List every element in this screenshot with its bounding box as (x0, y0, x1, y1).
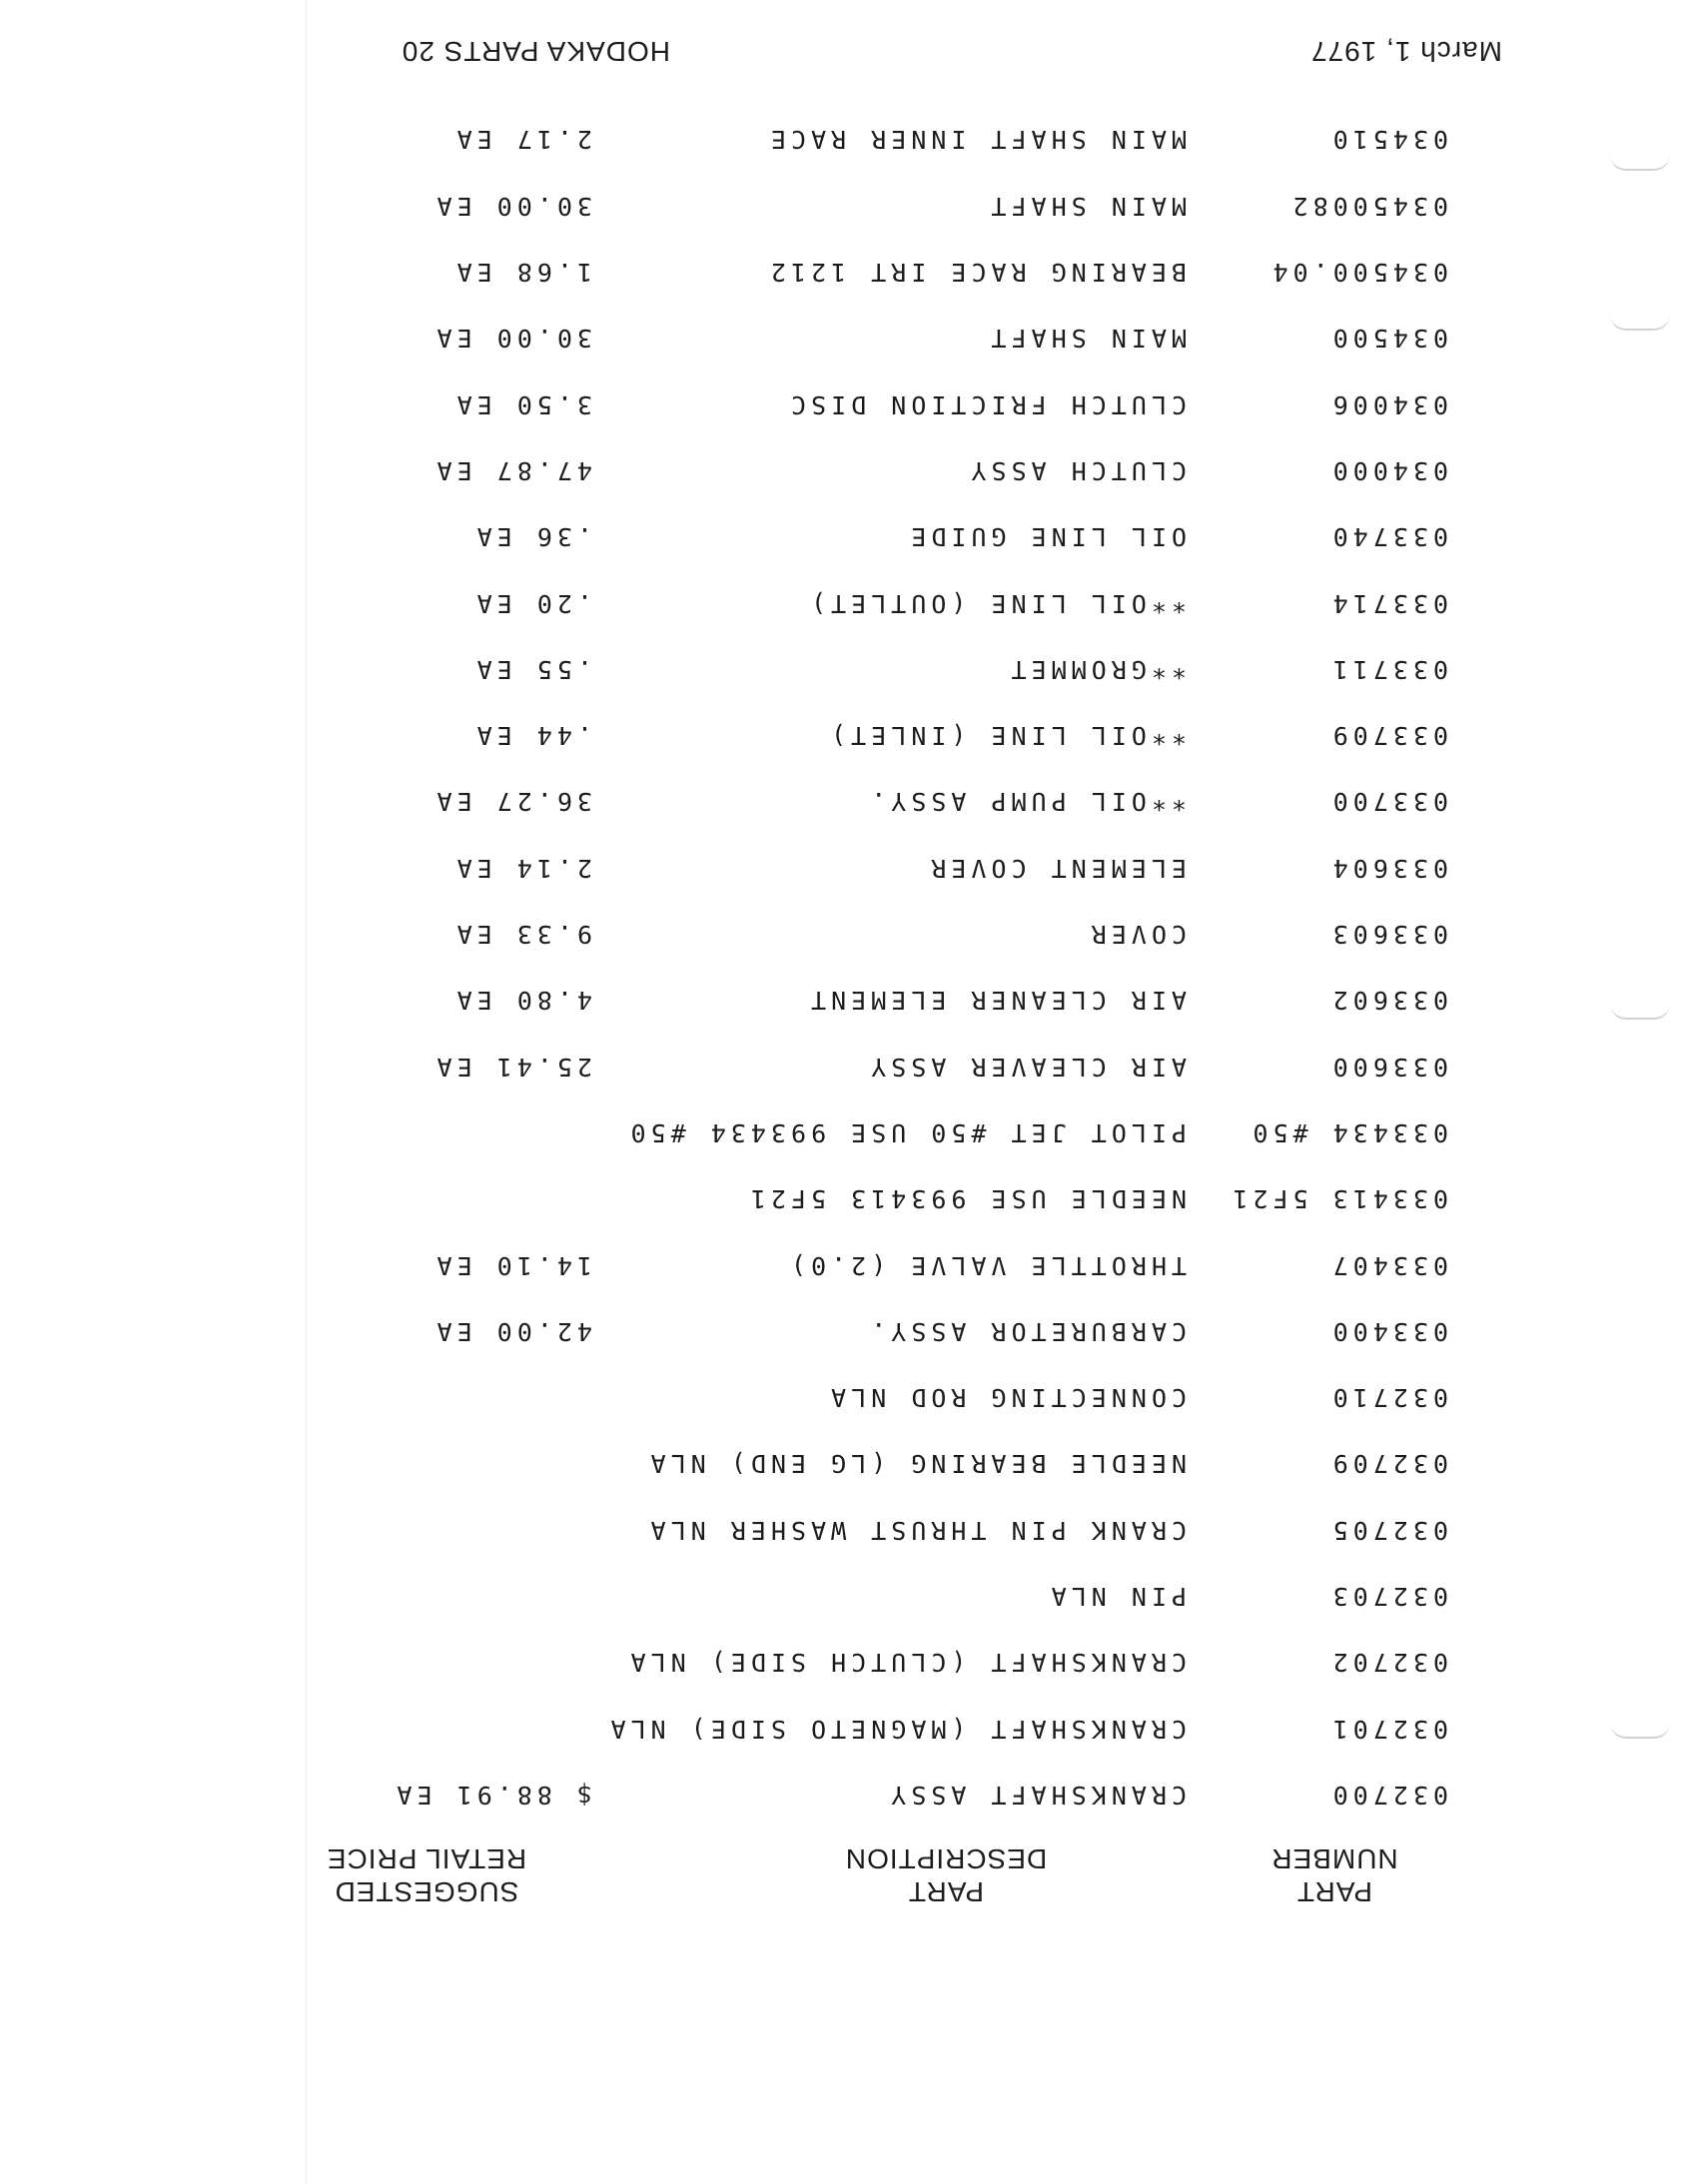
part-number-cell: 032710 (1327, 1383, 1448, 1413)
table-row (0, 1179, 1685, 1213)
price-cell: .44 EA (471, 721, 592, 751)
part-number-cell: 033600 (1327, 1052, 1448, 1082)
table-row (0, 1445, 1685, 1479)
table-row (0, 716, 1685, 750)
description-cell: **OIL LINE (OUTLET) (806, 588, 1187, 618)
table-row (0, 584, 1685, 618)
price-cell: 25.41 EA (431, 1052, 592, 1082)
description-cell: BEARING RACE IRT 1212 (765, 258, 1187, 288)
table-row (0, 1246, 1685, 1280)
table-row (0, 385, 1685, 419)
table-row (0, 187, 1685, 221)
description-cell: THROTTLE VALVE (2.0) (785, 1250, 1187, 1280)
price-cell: .20 EA (471, 588, 592, 618)
table-row (0, 517, 1685, 551)
column-header-price (297, 1842, 556, 1908)
page-date: March 1, 1977 (1310, 36, 1502, 67)
column-header-description (826, 1842, 1066, 1908)
price-cell: 2.17 EA (451, 125, 592, 155)
description-cell: CRANKSHAFT ASSY (886, 1781, 1187, 1810)
column-header-description-line1: PART (907, 1876, 985, 1907)
part-number-cell: 03450082 (1287, 191, 1448, 221)
column-header-price-line2: RETAIL PRICE (326, 1843, 527, 1874)
column-header-part-number-line2: NUMBER (1270, 1843, 1398, 1874)
description-cell: CRANKSHAFT (MAGNETO SIDE) NLA (605, 1714, 1187, 1744)
description-cell: PIN NLA (1046, 1582, 1187, 1612)
table-row (0, 650, 1685, 684)
description-cell: PILOT JET #50 USE 993434 #50 (625, 1118, 1187, 1147)
part-number-cell: 032701 (1327, 1714, 1448, 1744)
table-row (0, 1776, 1685, 1810)
table-row (0, 1113, 1685, 1147)
part-number-cell: 032700 (1327, 1781, 1448, 1810)
description-cell: **OIL LINE (INLET) (826, 721, 1187, 751)
description-cell: MAIN SHAFT INNER RACE (765, 125, 1187, 155)
column-header-part-number-line1: PART (1295, 1876, 1373, 1907)
part-number-cell: 032709 (1327, 1449, 1448, 1479)
description-cell: MAIN SHAFT (986, 191, 1187, 221)
table-row (0, 981, 1685, 1015)
description-cell: OIL LINE GUIDE (906, 522, 1187, 552)
table-row (0, 1048, 1685, 1082)
part-number-cell: 033709 (1327, 721, 1448, 751)
part-number-cell: 034000 (1327, 456, 1448, 485)
description-cell: CLUTCH ASSY (966, 456, 1187, 485)
description-cell: MAIN SHAFT (986, 324, 1187, 354)
description-cell: NEEDLE BEARING (LG END) NLA (645, 1449, 1187, 1479)
part-number-cell: 033602 (1327, 986, 1448, 1016)
price-cell: 2.14 EA (451, 853, 592, 883)
table-row (0, 1378, 1685, 1412)
table-row (0, 319, 1685, 353)
column-header-price-line1: SUGGESTED (334, 1876, 519, 1907)
column-header-description-line2: DESCRIPTION (844, 1843, 1048, 1874)
table-row (0, 121, 1685, 155)
part-number-cell: 033400 (1327, 1316, 1448, 1346)
table-row (0, 849, 1685, 883)
description-cell: **GROMMET (1006, 654, 1187, 684)
part-number-cell: 033434 #50 (1248, 1118, 1448, 1147)
part-number-cell: 034500 (1327, 324, 1448, 354)
price-cell: $ 88.91 EA (392, 1781, 592, 1810)
price-cell: 4.80 EA (451, 986, 592, 1016)
table-row (0, 451, 1685, 485)
part-number-cell: 032702 (1327, 1648, 1448, 1678)
table-row (0, 1710, 1685, 1744)
part-number-cell: 033711 (1327, 654, 1448, 684)
part-number-cell: 034006 (1327, 389, 1448, 419)
price-cell: 9.33 EA (451, 920, 592, 950)
table-row (0, 783, 1685, 817)
part-number-cell: 033740 (1327, 522, 1448, 552)
description-cell: ELEMENT COVER (926, 853, 1187, 883)
part-number-cell: 033714 (1327, 588, 1448, 618)
table-row (0, 1577, 1685, 1611)
price-cell: 36.27 EA (431, 787, 592, 817)
description-cell: **OIL PUMP ASSY. (866, 787, 1187, 817)
page-title: HODAKA PARTS 20 (401, 36, 670, 67)
price-cell: 3.50 EA (451, 389, 592, 419)
column-header-part-number (1230, 1842, 1439, 1908)
description-cell: NEEDLE USE 993413 5F21 (745, 1184, 1187, 1214)
price-cell: 1.68 EA (451, 258, 592, 288)
description-cell: AIR CLEAVER ASSY (866, 1052, 1187, 1082)
price-cell: 14.10 EA (431, 1250, 592, 1280)
price-cell: .36 EA (471, 522, 592, 552)
table-row (0, 915, 1685, 949)
price-cell: 30.00 EA (431, 324, 592, 354)
table-row (0, 1643, 1685, 1677)
part-number-cell: 032705 (1327, 1515, 1448, 1545)
part-number-cell: 033413 5F21 (1228, 1184, 1448, 1214)
part-number-cell: 034500.04 (1267, 258, 1448, 288)
description-cell: CONNECTING ROD NLA (826, 1383, 1187, 1413)
description-cell: AIR CLEANER ELEMENT (806, 986, 1187, 1016)
price-cell: 42.00 EA (431, 1316, 592, 1346)
description-cell: CARBURETOR ASSY. (866, 1316, 1187, 1346)
table-row (0, 253, 1685, 287)
part-number-cell: 033603 (1327, 920, 1448, 950)
part-number-cell: 033604 (1327, 853, 1448, 883)
table-row (0, 1511, 1685, 1545)
description-cell: CRANKSHAFT (CLUTCH SIDE) NLA (625, 1648, 1187, 1678)
price-cell: 47.87 EA (431, 456, 592, 485)
part-number-cell: 032703 (1327, 1582, 1448, 1612)
part-number-cell: 033700 (1327, 787, 1448, 817)
description-cell: COVER (1086, 920, 1187, 950)
price-cell: 30.00 EA (431, 191, 592, 221)
table-row (0, 1312, 1685, 1346)
part-number-cell: 033407 (1327, 1250, 1448, 1280)
description-cell: CRANK PIN THRUST WASHER NLA (645, 1515, 1187, 1545)
price-cell: .55 EA (471, 654, 592, 684)
description-cell: CLUTCH FRICTION DISC (785, 389, 1187, 419)
part-number-cell: 034510 (1327, 125, 1448, 155)
